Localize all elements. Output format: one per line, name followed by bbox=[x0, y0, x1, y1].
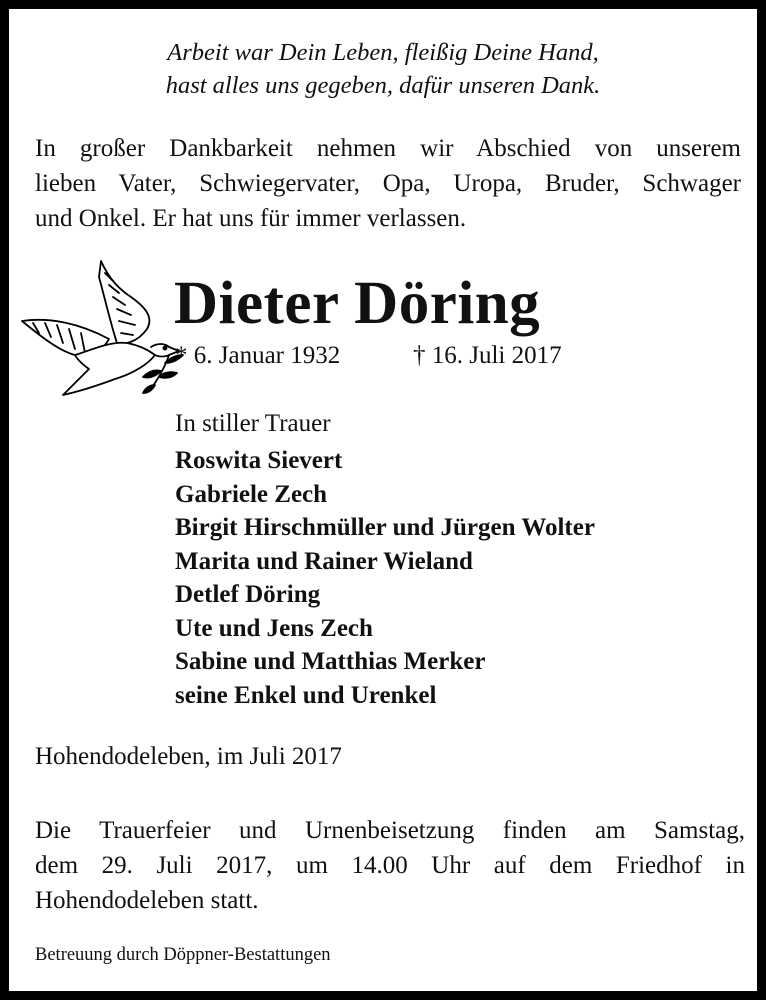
deceased-name: Dieter Döring bbox=[174, 270, 541, 337]
poem-line-1: Arbeit war Dein Leben, fleißig Deine Hand, bbox=[167, 39, 599, 66]
mourner-name: Birgit Hirschmüller und Jürgen Wolter bbox=[175, 514, 595, 541]
ceremony-line-2: dem 29. Juli 2017, um 14.00 Uhr auf dem Friedhof in bbox=[35, 852, 745, 879]
mourner-name: seine Enkel und Urenkel bbox=[175, 681, 437, 709]
obituary-card bbox=[9, 9, 757, 991]
intro-line-2: lieben Vater, Schwiegervater, Opa, Uropa, Bruder, Schwager bbox=[35, 170, 741, 197]
poem-line-2: hast alles uns gegeben, dafür unseren Dank. bbox=[165, 72, 601, 99]
mourners-list bbox=[175, 444, 595, 712]
mourning-heading: In stiller Trauer bbox=[175, 410, 331, 437]
intro-line-1: In großer Dankbarkeit nehmen wir Abschied von unserem bbox=[35, 135, 741, 162]
dove-with-olive-branch-icon bbox=[19, 259, 189, 399]
mourner-name: Roswita Sievert bbox=[175, 447, 343, 474]
mourner-name: Gabriele Zech bbox=[175, 480, 328, 508]
mourner-name: Detlef Döring bbox=[175, 581, 321, 608]
birth-date: * 6. Januar 1932 bbox=[175, 342, 341, 369]
mourner-name: Marita und Rainer Wieland bbox=[175, 547, 473, 575]
ceremony-line-1: Die Trauerfeier und Urnenbeisetzung finden am Samstag, bbox=[35, 817, 745, 844]
intro-line-3: und Onkel. Er hat uns für immer verlassen. bbox=[35, 205, 467, 232]
mourner-name: Ute und Jens Zech bbox=[175, 614, 373, 642]
funeral-home-credit: Betreuung durch Döppner-Bestattungen bbox=[35, 945, 331, 965]
death-date: † 16. Juli 2017 bbox=[413, 342, 562, 369]
place-and-date: Hohendodeleben, im Juli 2017 bbox=[35, 743, 342, 770]
ceremony-line-3: Hohendodeleben statt. bbox=[35, 887, 259, 914]
mourner-name: Sabine und Matthias Merker bbox=[175, 648, 486, 675]
